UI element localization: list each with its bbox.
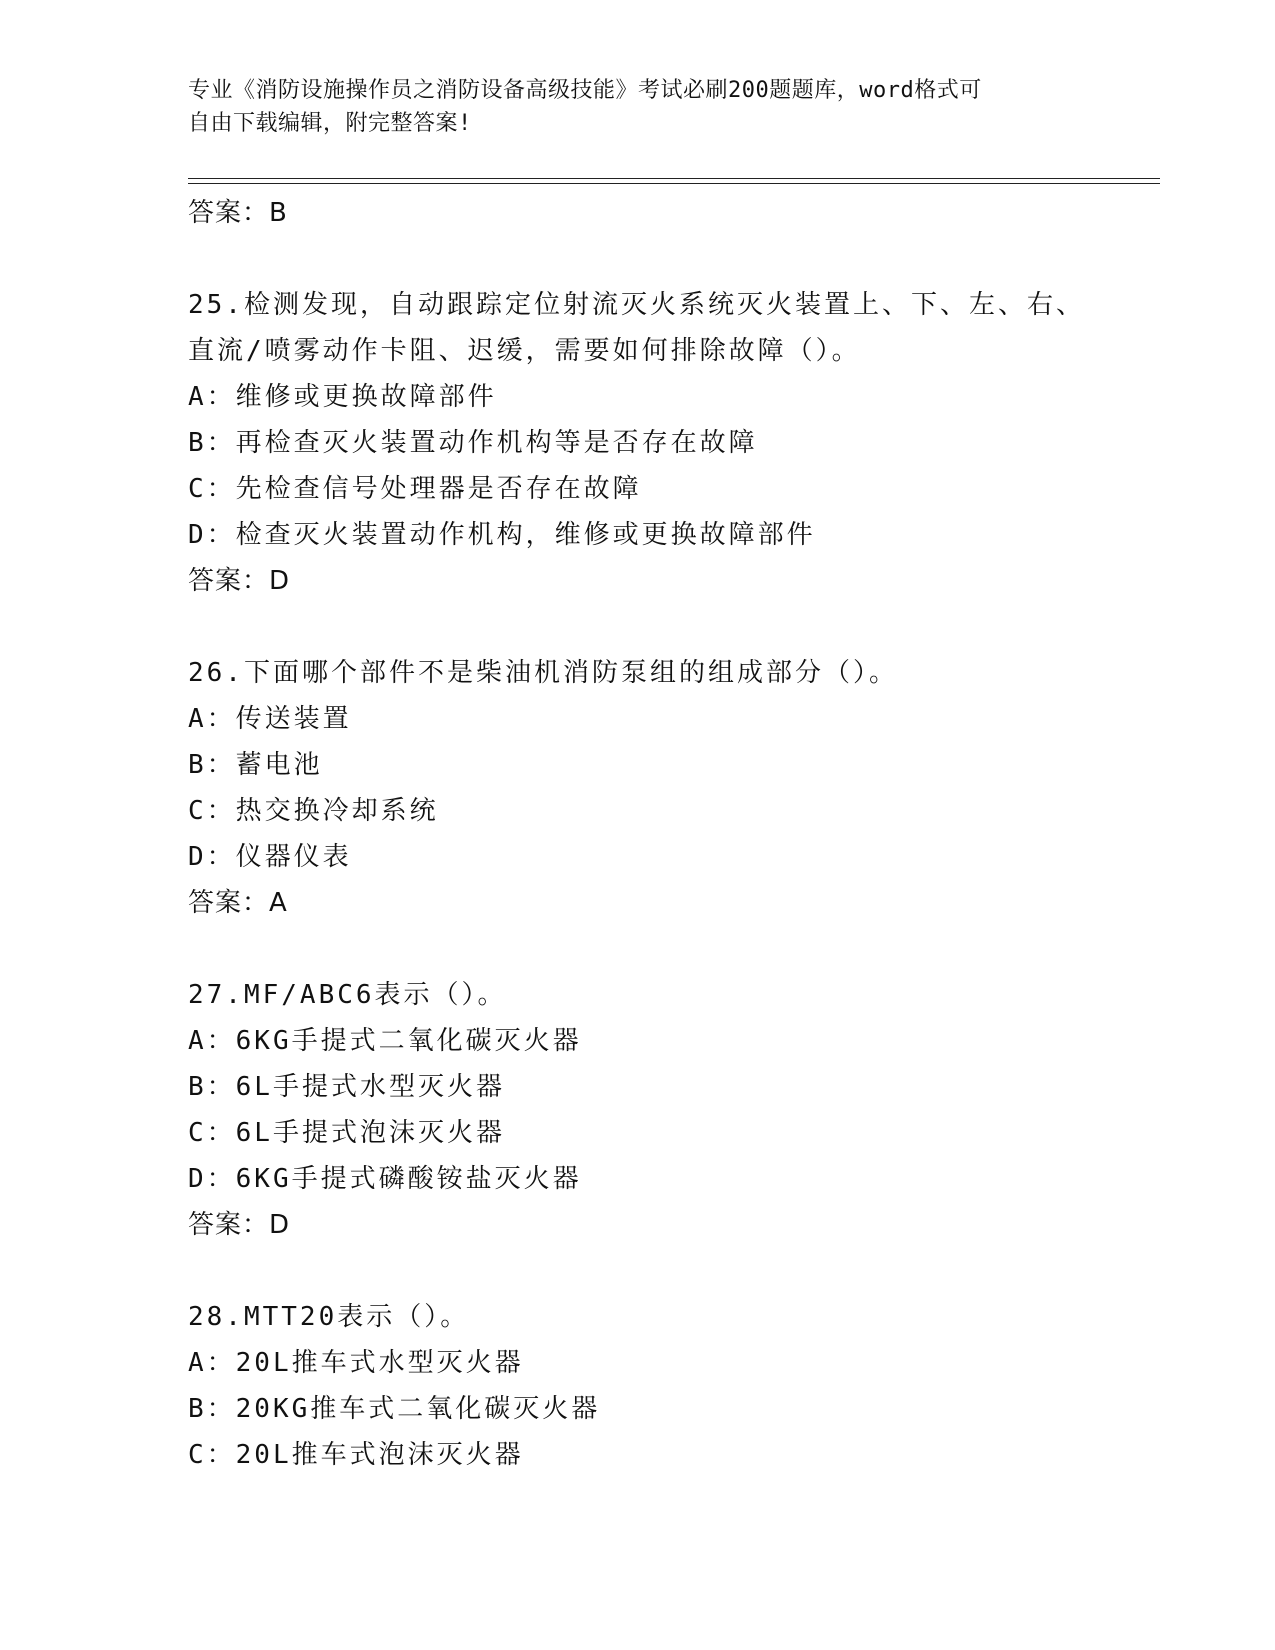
spacer xyxy=(188,926,1148,972)
option-c: C：热交换冷却系统 xyxy=(188,796,439,826)
question-stem: 27.MF/ABC6表示（）。 xyxy=(188,980,507,1010)
question-27 xyxy=(188,972,1148,1248)
answer: 答案：A xyxy=(188,888,288,918)
spacer xyxy=(188,604,1148,650)
option-c: C：20L推车式泡沫灭火器 xyxy=(188,1440,524,1470)
header-divider-top xyxy=(188,178,1160,179)
option-a: A：传送装置 xyxy=(188,704,352,734)
question-25 xyxy=(188,282,1148,604)
question-list xyxy=(188,190,1148,1478)
answer: 答案：D xyxy=(188,1210,291,1240)
header-line-1: 专业《消防设施操作员之消防设备高级技能》考试必刷200题题库，word格式可 xyxy=(188,78,982,103)
header-line-2: 自由下载编辑，附完整答案! xyxy=(188,111,472,136)
previous-answer: 答案：B xyxy=(188,198,288,228)
option-a: A：6KG手提式二氧化碳灭火器 xyxy=(188,1026,582,1056)
spacer xyxy=(188,236,1148,282)
document-header xyxy=(188,74,1088,140)
question-stem: 28.MTT20表示（）。 xyxy=(188,1302,470,1332)
option-c: C：6L手提式泡沫灭火器 xyxy=(188,1118,505,1148)
option-c: C：先检查信号处理器是否存在故障 xyxy=(188,474,642,504)
question-stem: 26.下面哪个部件不是柴油机消防泵组的组成部分（）。 xyxy=(188,658,898,688)
option-b: B：再检查灭火装置动作机构等是否存在故障 xyxy=(188,428,758,458)
spacer xyxy=(188,1248,1148,1294)
option-d: D：检查灭火装置动作机构，维修或更换故障部件 xyxy=(188,520,816,550)
option-b: B：20KG推车式二氧化碳灭火器 xyxy=(188,1394,601,1424)
question-stem: 25.检测发现，自动跟踪定位射流灭火系统灭火装置上、下、左、右、 xyxy=(188,290,1085,320)
option-b: B：蓄电池 xyxy=(188,750,323,780)
option-a: A：20L推车式水型灭火器 xyxy=(188,1348,524,1378)
option-d: D：6KG手提式磷酸铵盐灭火器 xyxy=(188,1164,582,1194)
question-stem-continued: 直流/喷雾动作卡阻、迟缓，需要如何排除故障（）。 xyxy=(188,336,861,366)
option-d: D：仪器仪表 xyxy=(188,842,352,872)
question-26 xyxy=(188,650,1148,926)
option-a: A：维修或更换故障部件 xyxy=(188,382,497,412)
answer: 答案：D xyxy=(188,566,291,596)
option-b: B：6L手提式水型灭火器 xyxy=(188,1072,505,1102)
question-28 xyxy=(188,1294,1148,1478)
header-divider-bottom xyxy=(188,183,1160,184)
